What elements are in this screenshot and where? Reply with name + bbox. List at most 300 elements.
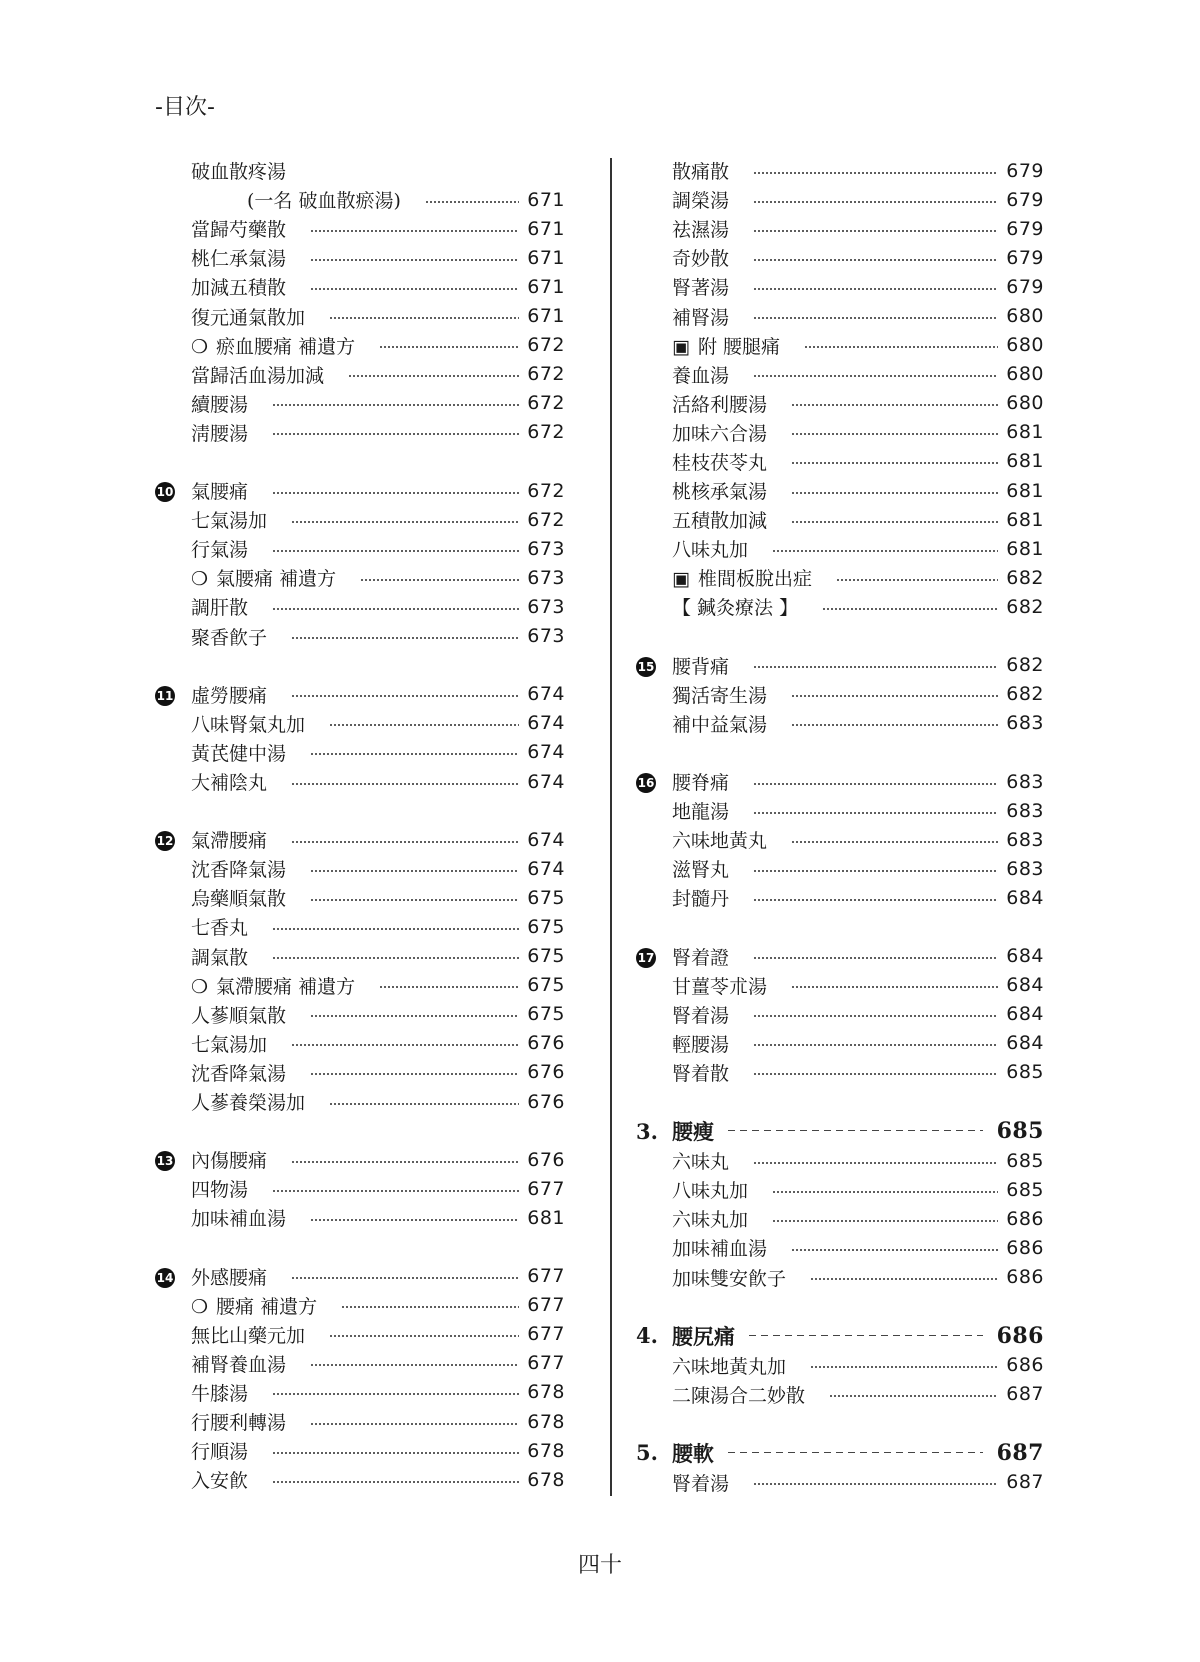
entry-text: 調氣散 <box>191 946 249 969</box>
entry-text: 六味地黃丸加 <box>672 1355 787 1378</box>
circled-number-icon: 15 <box>636 657 656 677</box>
toc-entry <box>155 360 565 389</box>
entry-number <box>636 654 672 677</box>
entry-label <box>672 1234 767 1261</box>
entry-number <box>636 945 672 968</box>
entry-label <box>191 1437 248 1464</box>
entry-page: 673 <box>527 537 565 560</box>
toc-entry <box>636 971 1044 1000</box>
entry-page: 680 <box>1006 305 1044 328</box>
dot-leader <box>291 782 519 786</box>
toc-entry <box>636 563 1044 592</box>
entry-page: 682 <box>1006 595 1044 618</box>
circled-number-icon: 10 <box>155 482 175 502</box>
entry-text: 氣滯腰痛 <box>191 830 268 853</box>
entry-page: 687 <box>1006 1383 1044 1406</box>
entry-text: 養血湯 <box>672 364 730 387</box>
dot-leader <box>753 316 998 320</box>
entry-page: 683 <box>1006 828 1044 851</box>
entry-label <box>191 361 324 388</box>
entry-page: 683 <box>1006 712 1044 735</box>
dot-leader <box>753 200 998 204</box>
toc-entry <box>155 622 565 651</box>
entry-label <box>672 768 729 795</box>
entry-label <box>672 1352 786 1379</box>
circle-bullet-icon: ❍ <box>191 1295 209 1318</box>
entry-text: 五積散加減 <box>672 510 768 533</box>
entry-page: 679 <box>1006 188 1044 211</box>
entry-number <box>636 770 672 793</box>
entry-text: 甘薑苓朮湯 <box>672 975 768 998</box>
toc-entry <box>155 1174 565 1203</box>
dot-leader <box>791 520 998 524</box>
entry-label <box>672 1001 729 1028</box>
section-page: 687 <box>996 1439 1044 1466</box>
entry-text: 外感腰痛 <box>191 1266 268 1289</box>
entry-text: 烏藥順氣散 <box>191 888 287 911</box>
entry-page: 676 <box>527 1032 565 1055</box>
entry-page: 679 <box>1006 159 1044 182</box>
toc-entry <box>636 796 1044 825</box>
entry-label <box>191 535 248 562</box>
entry-label <box>191 1263 267 1290</box>
toc-entry <box>155 1203 565 1232</box>
toc-entry <box>155 1087 565 1116</box>
entry-label <box>191 506 267 533</box>
dot-leader <box>310 1363 519 1367</box>
dot-leader <box>753 171 998 175</box>
dot-leader <box>753 1014 998 1018</box>
entry-page: 673 <box>527 595 565 618</box>
entry-label <box>672 652 729 679</box>
circle-bullet-icon: ❍ <box>191 335 209 358</box>
toc-subheading <box>155 680 565 709</box>
toc-spacer <box>155 651 565 680</box>
dot-leader <box>310 1422 519 1426</box>
entry-label <box>191 1030 267 1057</box>
entry-label <box>191 593 248 620</box>
toc-entry <box>636 1468 1044 1497</box>
entry-label <box>191 215 286 242</box>
entry-page: 684 <box>1006 1032 1044 1055</box>
toc-entry <box>636 709 1044 738</box>
entry-label <box>191 1408 286 1435</box>
toc-spacer <box>636 622 1044 651</box>
entry-label <box>191 768 267 795</box>
entry-label <box>191 477 248 504</box>
dot-leader <box>310 1218 519 1222</box>
entry-page: 682 <box>1006 683 1044 706</box>
section-number: 3. <box>636 1118 658 1144</box>
entry-text: 氣腰痛 <box>191 481 249 504</box>
toc-entry <box>155 1320 565 1349</box>
entry-page: 676 <box>527 1148 565 1171</box>
entry-text: 虛勞腰痛 <box>191 684 268 707</box>
dot-leader <box>329 723 519 727</box>
entry-label <box>672 1264 786 1291</box>
toc-entry <box>155 883 565 912</box>
entry-label <box>191 1146 267 1173</box>
dot-leader <box>272 1451 519 1455</box>
dot-leader <box>836 578 998 582</box>
circled-number-icon: 17 <box>636 948 656 968</box>
entry-text: 附 腰腿痛 <box>697 335 780 358</box>
entry-text: 七香丸 <box>191 917 249 940</box>
toc-right-column <box>636 156 1044 1497</box>
entry-page: 685 <box>1006 1149 1044 1172</box>
entry-label <box>191 884 286 911</box>
dot-leader <box>810 1365 998 1369</box>
entry-text: 牛膝湯 <box>191 1382 249 1405</box>
dot-leader <box>753 956 998 960</box>
toc-entry <box>155 1000 565 1029</box>
entry-text: 封髓丹 <box>672 888 730 911</box>
toc-entry <box>636 505 1044 534</box>
toc-entry <box>636 1000 1044 1029</box>
toc-subheading <box>155 825 565 854</box>
entry-text: 四物湯 <box>191 1179 249 1202</box>
entry-page: 674 <box>527 857 565 880</box>
circled-number-icon: 14 <box>155 1268 175 1288</box>
entry-text: 加味六合湯 <box>672 422 768 445</box>
dot-leader <box>379 985 519 989</box>
toc-spacer <box>155 796 565 825</box>
dot-leader <box>791 840 998 844</box>
dot-leader <box>291 840 519 844</box>
entry-label <box>191 1321 305 1348</box>
entry-page: 676 <box>527 1090 565 1113</box>
entry-page: 683 <box>1006 857 1044 880</box>
toc-entry <box>636 883 1044 912</box>
toc-entry <box>636 1204 1044 1233</box>
entry-label <box>672 1205 748 1232</box>
entry-label <box>672 1176 748 1203</box>
entry-page: 674 <box>527 712 565 735</box>
section-title: 腰瘦 <box>672 1119 714 1145</box>
entry-text: 八味腎氣丸加 <box>191 713 306 736</box>
dot-leader <box>310 898 519 902</box>
entry-label <box>672 244 729 271</box>
entry-label <box>672 1059 729 1086</box>
entry-text: 腎着證 <box>672 946 730 969</box>
entry-text: 【 鍼灸療法 】 <box>672 597 799 620</box>
entry-label <box>191 390 248 417</box>
toc-entry <box>155 738 565 767</box>
toc-entry <box>636 1146 1044 1175</box>
toc-spacer <box>636 738 1044 767</box>
entry-page: 677 <box>527 1294 565 1317</box>
dot-leader <box>291 694 519 698</box>
dot-leader <box>829 1394 998 1398</box>
entry-text: 行順湯 <box>191 1441 249 1464</box>
entry-page: 684 <box>1006 945 1044 968</box>
entry-text: 加減五積散 <box>191 277 287 300</box>
entry-text: 氣滯腰痛 補遺方 <box>216 975 356 998</box>
toc-entry <box>636 360 1044 389</box>
toc-entry <box>636 534 1044 563</box>
entry-text: 調肝散 <box>191 597 249 620</box>
toc-entry <box>155 1029 565 1058</box>
entry-text: 沈香降氣湯 <box>191 1062 287 1085</box>
entry-text: 行腰利轉湯 <box>191 1412 287 1435</box>
entry-text: 補腎養血湯 <box>191 1353 287 1376</box>
entry-text: 續腰湯 <box>191 393 249 416</box>
toc-entry <box>155 272 565 301</box>
entry-page: 684 <box>1006 886 1044 909</box>
dot-leader <box>753 229 998 233</box>
entry-label <box>191 157 286 184</box>
toc-entry <box>155 214 565 243</box>
entry-page: 675 <box>527 945 565 968</box>
entry-text: 調榮湯 <box>672 190 730 213</box>
entry-label <box>672 593 798 620</box>
entry-page: 671 <box>527 305 565 328</box>
toc-entry <box>636 1175 1044 1204</box>
entry-text: 人蔘順氣散 <box>191 1004 287 1027</box>
section-page: 685 <box>996 1118 1044 1145</box>
entry-text: 無比山藥元加 <box>191 1324 306 1347</box>
entry-label <box>191 943 248 970</box>
entry-label <box>191 623 267 650</box>
toc-spacer <box>155 447 565 476</box>
entry-text: 內傷腰痛 <box>191 1150 268 1173</box>
entry-label <box>191 303 305 330</box>
dot-leader <box>753 1482 998 1486</box>
entry-page: 671 <box>527 217 565 240</box>
entry-label <box>672 535 748 562</box>
dot-leader <box>272 403 519 407</box>
entry-label <box>672 826 767 853</box>
entry-label <box>247 186 401 213</box>
entry-label <box>191 419 248 446</box>
entry-page: 683 <box>1006 770 1044 793</box>
entry-page: 686 <box>1006 1354 1044 1377</box>
dot-leader <box>272 432 519 436</box>
entry-label <box>191 1088 305 1115</box>
toc-entry <box>636 825 1044 854</box>
toc-entry <box>636 389 1044 418</box>
toc-entry <box>155 1291 565 1320</box>
toc-entry <box>636 1380 1044 1409</box>
entry-text: 補腎湯 <box>672 306 730 329</box>
entry-page: 678 <box>527 1381 565 1404</box>
square-bullet-icon: ▣ <box>672 568 690 591</box>
entry-label <box>672 1030 729 1057</box>
dot-leader <box>291 1043 519 1047</box>
dot-leader <box>772 1190 998 1194</box>
entry-page: 680 <box>1006 363 1044 386</box>
entry-page: 681 <box>1006 479 1044 502</box>
toc-entry <box>155 1058 565 1087</box>
entry-text: 地龍湯 <box>672 801 730 824</box>
entry-number <box>155 683 191 706</box>
entry-page: 681 <box>1006 508 1044 531</box>
entry-text: 腰痛 補遺方 <box>216 1295 318 1318</box>
entry-text: 祛濕湯 <box>672 219 730 242</box>
entry-page: 685 <box>1006 1061 1044 1084</box>
entry-page: 672 <box>527 392 565 415</box>
entry-text: 六味丸加 <box>672 1209 749 1232</box>
entry-text: 當歸芍藥散 <box>191 219 287 242</box>
entry-text: 桂枝茯苓丸 <box>672 451 768 474</box>
dot-leader <box>753 1043 998 1047</box>
section-number: 5. <box>636 1440 658 1466</box>
entry-label <box>191 826 267 853</box>
entry-text: 散痛散 <box>672 161 730 184</box>
toc-entry <box>155 709 565 738</box>
dot-leader <box>791 723 998 727</box>
entry-text: 滋腎丸 <box>672 859 730 882</box>
dot-leader <box>379 345 519 349</box>
entry-label <box>672 332 780 359</box>
entry-label <box>191 1175 248 1202</box>
entry-text: 腎着散 <box>672 1062 730 1085</box>
entry-page: 671 <box>527 188 565 211</box>
entry-label <box>672 1147 729 1174</box>
entry-number <box>155 828 191 851</box>
entry-page: 677 <box>527 1177 565 1200</box>
dot-leader <box>753 811 998 815</box>
toc-subheading <box>636 942 1044 971</box>
entry-page: 672 <box>527 334 565 357</box>
entry-label <box>191 710 305 737</box>
dot-leader <box>310 229 519 233</box>
entry-label <box>672 506 767 533</box>
entry-text: 桃核承氣湯 <box>672 481 768 504</box>
section-title: 腰尻痛 <box>672 1323 735 1349</box>
toc-entry <box>155 767 565 796</box>
toc-subheading <box>155 1145 565 1174</box>
toc-entry <box>636 156 1044 185</box>
entry-label <box>191 1292 317 1319</box>
entry-page: 684 <box>1006 974 1044 997</box>
entry-label <box>191 855 286 882</box>
entry-label <box>672 943 729 970</box>
dot-leader <box>329 1102 519 1106</box>
entry-text: 腰背痛 <box>672 655 730 678</box>
dot-leader <box>753 1072 998 1076</box>
toc-entry <box>155 563 565 592</box>
entry-page: 684 <box>1006 1003 1044 1026</box>
dot-leader <box>341 1305 519 1309</box>
toc-section-heading <box>636 1116 1044 1146</box>
section-title: 腰軟 <box>672 1440 714 1466</box>
entry-page: 673 <box>527 566 565 589</box>
entry-label <box>191 332 355 359</box>
dot-leader <box>272 491 519 495</box>
entry-text: 聚香飮子 <box>191 626 268 649</box>
entry-page: 671 <box>527 246 565 269</box>
dot-leader <box>753 665 998 669</box>
entry-text: 桃仁承氣湯 <box>191 248 287 271</box>
entry-text: 氣腰痛 補遺方 <box>216 568 337 591</box>
entry-text: 沈香降氣湯 <box>191 859 287 882</box>
toc-entry <box>155 912 565 941</box>
entry-page: 678 <box>527 1468 565 1491</box>
dot-leader <box>348 374 519 378</box>
square-bullet-icon: ▣ <box>672 335 690 358</box>
entry-text: 行氣湯 <box>191 539 249 562</box>
entry-label <box>672 1381 805 1408</box>
entry-text: 黃芪健中湯 <box>191 742 287 765</box>
toc-entry <box>155 854 565 883</box>
dot-leader <box>291 1160 519 1164</box>
toc-entry <box>155 185 565 214</box>
toc-entry <box>155 1436 565 1465</box>
entry-page: 681 <box>527 1206 565 1229</box>
entry-page: 672 <box>527 479 565 502</box>
entry-text: 八味丸加 <box>672 1180 749 1203</box>
entry-text: 七氣湯加 <box>191 1033 268 1056</box>
dot-leader <box>291 1276 519 1280</box>
toc-entry <box>155 942 565 971</box>
toc-entry <box>636 1029 1044 1058</box>
toc-subheading <box>155 1262 565 1291</box>
entry-page: 679 <box>1006 217 1044 240</box>
entry-text: 奇妙散 <box>672 248 730 271</box>
toc-spacer <box>636 1409 1044 1438</box>
dot-leader <box>272 1480 519 1484</box>
dot-leader <box>291 636 519 640</box>
entry-page: 671 <box>527 275 565 298</box>
toc-spacer <box>636 912 1044 941</box>
circle-bullet-icon: ❍ <box>191 975 209 998</box>
dot-leader <box>329 1334 519 1338</box>
toc-entry <box>636 1262 1044 1291</box>
entry-label <box>191 681 267 708</box>
dot-leader <box>329 316 519 320</box>
entry-label <box>672 390 767 417</box>
entry-page: 677 <box>527 1352 565 1375</box>
entry-page: 678 <box>527 1410 565 1433</box>
entry-page: 675 <box>527 886 565 909</box>
entry-label <box>191 1001 286 1028</box>
entry-page: 680 <box>1006 334 1044 357</box>
toc-entry <box>636 185 1044 214</box>
entry-page: 687 <box>1006 1471 1044 1494</box>
entry-text: 八味丸加 <box>672 539 749 562</box>
entry-page: 681 <box>1006 537 1044 560</box>
toc-entry <box>636 854 1044 883</box>
entry-label <box>191 1204 286 1231</box>
toc-subheading <box>155 476 565 505</box>
toc-entry <box>155 534 565 563</box>
dot-leader <box>753 869 998 873</box>
toc-spacer <box>636 1292 1044 1321</box>
toc-entry <box>636 214 1044 243</box>
entry-page: 682 <box>1006 566 1044 589</box>
entry-page: 672 <box>527 421 565 444</box>
toc-subheading <box>636 767 1044 796</box>
toc-entry <box>155 1349 565 1378</box>
entry-page: 685 <box>1006 1178 1044 1201</box>
entry-page: 672 <box>527 508 565 531</box>
entry-label <box>672 564 812 591</box>
entry-page: 681 <box>1006 450 1044 473</box>
dot-leader <box>291 520 519 524</box>
entry-page: 686 <box>1006 1266 1044 1289</box>
entry-text: 獨活寄生湯 <box>672 684 768 707</box>
entry-label <box>672 448 767 475</box>
toc-entry <box>636 301 1044 330</box>
entry-text: 當歸活血湯加減 <box>191 364 325 387</box>
entry-page: 680 <box>1006 392 1044 415</box>
entry-text: 淸腰湯 <box>191 422 249 445</box>
toc-entry <box>155 1465 565 1494</box>
dot-leader <box>791 461 998 465</box>
toc-spacer <box>155 1232 565 1261</box>
dot-leader <box>272 1392 519 1396</box>
